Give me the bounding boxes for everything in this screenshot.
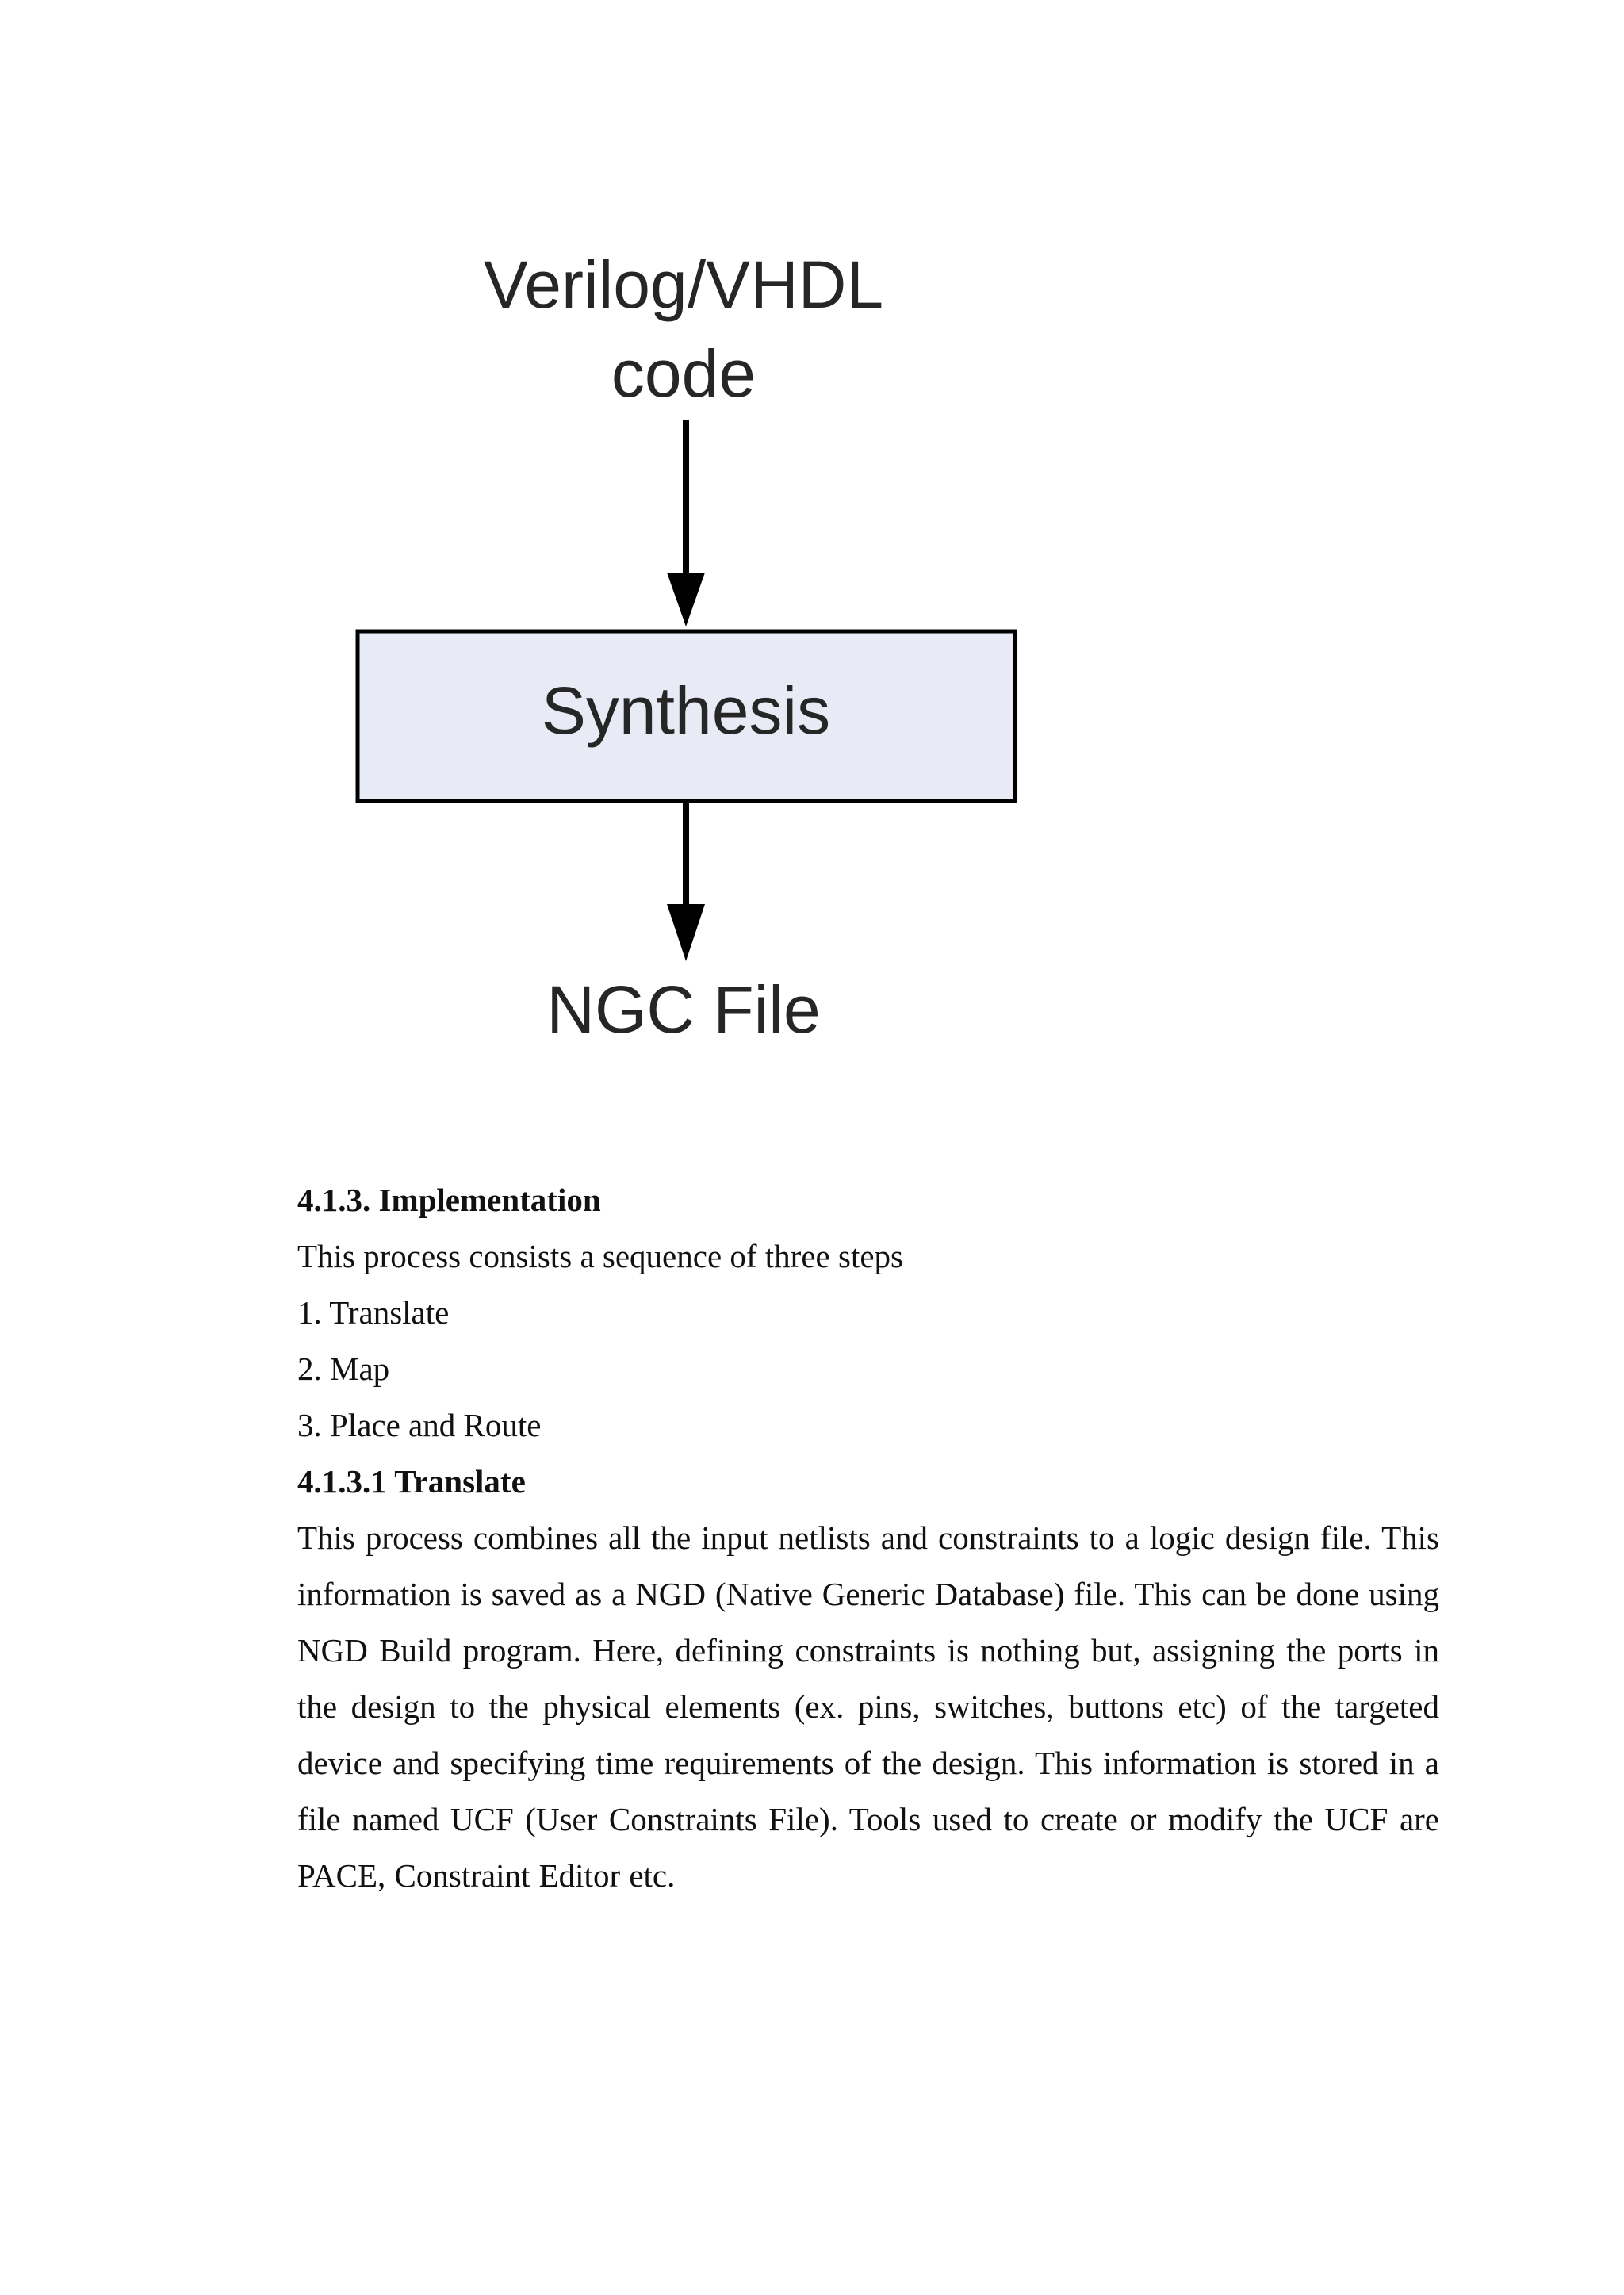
input-label-line2: code: [611, 336, 756, 411]
section-intro: This process consists a sequence of three steps: [297, 1238, 903, 1274]
document-body: [297, 1172, 1439, 1904]
arrow-input-to-synthesis: [667, 420, 705, 626]
subsection-heading: 4.1.3.1 Translate: [297, 1463, 526, 1500]
step-item: 3. Place and Route: [297, 1407, 542, 1443]
synthesis-flow-diagram: [0, 0, 1624, 1110]
step-item: 2. Map: [297, 1351, 390, 1387]
input-label-line1: Verilog/VHDL: [483, 247, 884, 322]
output-label: NGC File: [546, 972, 821, 1047]
step-item: 1. Translate: [297, 1294, 450, 1331]
section-heading: 4.1.3. Implementation: [297, 1182, 601, 1218]
synthesis-label: Synthesis: [541, 673, 831, 748]
subsection-paragraph: This process combines all the input netlists and constraints to a logic design file. This information is saved as a NGD (Native Generic Database) file. This can be done using NGD Build program. Here, defining constraints is nothing but, assigning the ports in the design to the physical elements (ex. pins, switches, buttons etc) of the targeted device and specifying time requirements of the design. This information is stored in a file named UCF (User Constraints File). Tools used to create or modify the UCF are PACE, Constraint Editor etc.: [297, 1519, 1439, 1894]
arrow-synthesis-to-output: [667, 803, 705, 961]
